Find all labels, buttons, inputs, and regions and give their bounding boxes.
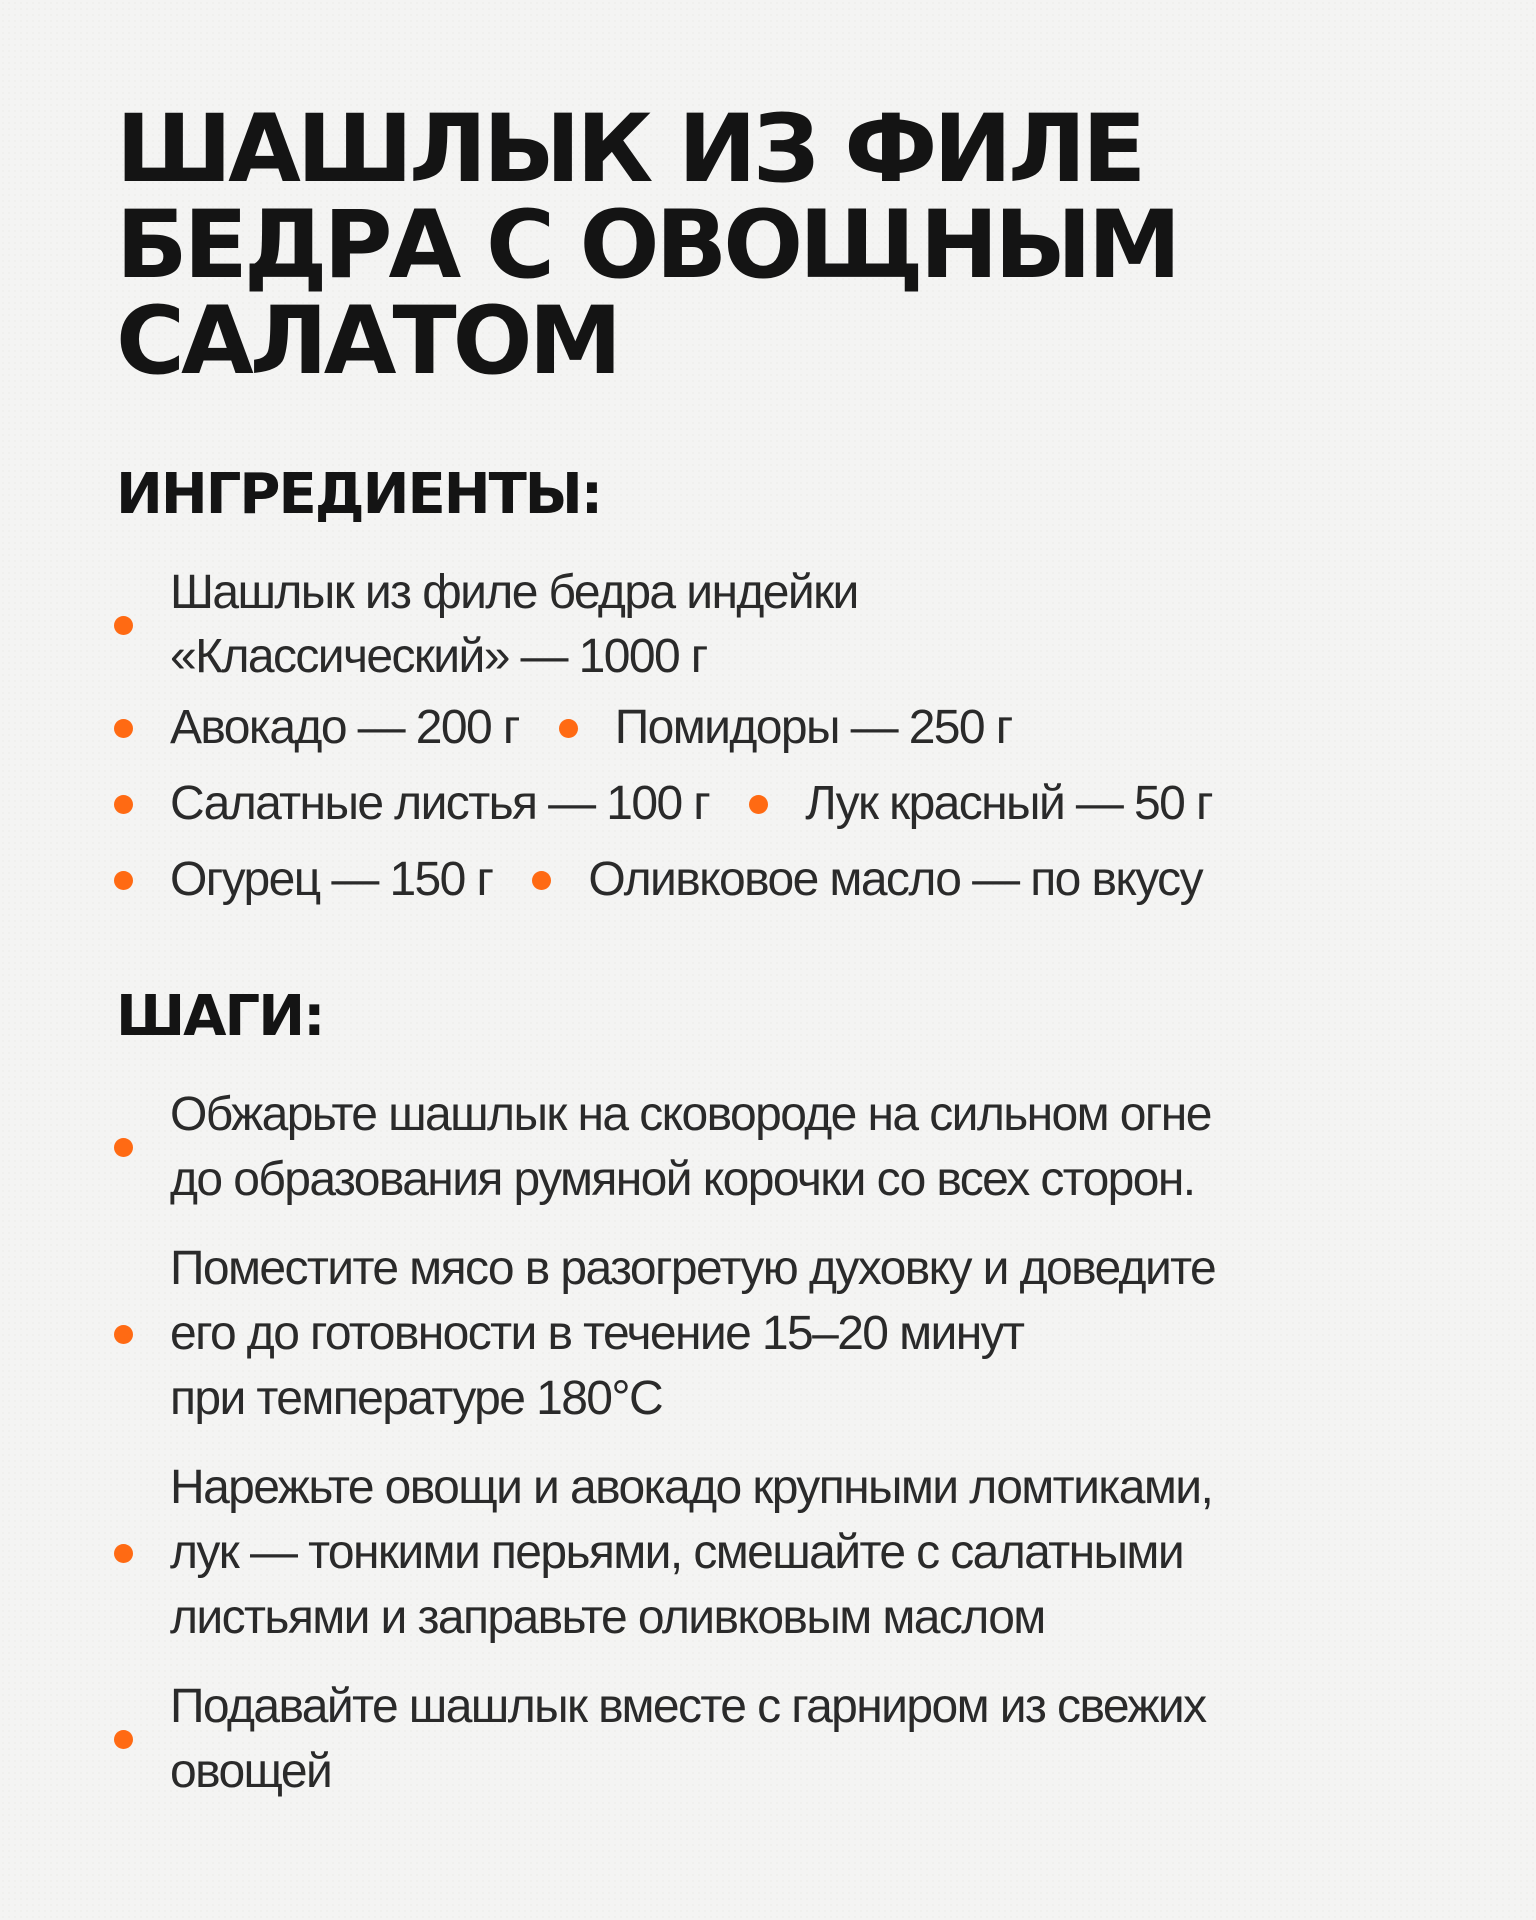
bullet-dot-icon	[114, 719, 133, 738]
bullet-dot-icon	[559, 719, 578, 738]
bullet-dot-icon	[114, 1325, 133, 1344]
step-item	[112, 1082, 1215, 1212]
step-item	[112, 1236, 1215, 1431]
bullet-dot-icon	[114, 1544, 133, 1563]
steps-heading: ШАГИ:	[116, 984, 324, 1049]
ingredient-item	[112, 560, 1212, 690]
ingredient-text: Помидоры — 250 г	[614, 701, 1012, 754]
step-item	[112, 1674, 1215, 1804]
ingredient-text: Шашлык из филе бедра индейки «Классический» — 1000 г	[170, 566, 858, 683]
ingredient-text: Огурец — 150 г	[170, 853, 493, 906]
bullet-dot-icon	[114, 871, 133, 890]
bullet-dot-icon	[749, 795, 768, 814]
step-text: Подавайте шашлык вместе с гарниром из свежих овощей	[170, 1680, 1206, 1798]
recipe-title: ШАШЛЫК ИЗ ФИЛЕ БЕДРА С ОВОЩНЫМ САЛАТОМ	[116, 95, 1178, 396]
bullet-dot-icon	[114, 1138, 133, 1157]
step-item	[112, 1455, 1215, 1650]
ingredients-list	[112, 560, 1212, 918]
ingredient-text: Авокадо — 200 г	[170, 701, 519, 754]
bullet-dot-icon	[532, 871, 551, 890]
step-text: Обжарьте шашлык на сковороде на сильном огне до образования румяной корочки со всех сторон.	[170, 1088, 1211, 1206]
ingredient-row	[112, 690, 1212, 766]
ingredient-row	[112, 766, 1212, 842]
bullet-dot-icon	[114, 1730, 133, 1749]
step-text: Поместите мясо в разогретую духовку и доведите его до готовности в течение 15–20 минут при температуре 180°C	[170, 1242, 1216, 1425]
steps-list	[112, 1082, 1215, 1828]
ingredient-row	[112, 842, 1212, 918]
step-text: Нарежьте овощи и авокадо крупными ломтиками, лук — тонкими перьями, смешайте с салатными листьями и заправьте оливковым маслом	[170, 1461, 1213, 1644]
bullet-dot-icon	[114, 795, 133, 814]
ingredient-text: Оливковое масло — по вкусу	[588, 853, 1202, 906]
ingredient-text: Салатные листья — 100 г	[170, 777, 710, 830]
ingredient-text: Лук красный — 50 г	[805, 777, 1212, 830]
bullet-dot-icon	[114, 616, 133, 635]
ingredients-heading: ИНГРЕДИЕНТЫ:	[116, 462, 602, 527]
